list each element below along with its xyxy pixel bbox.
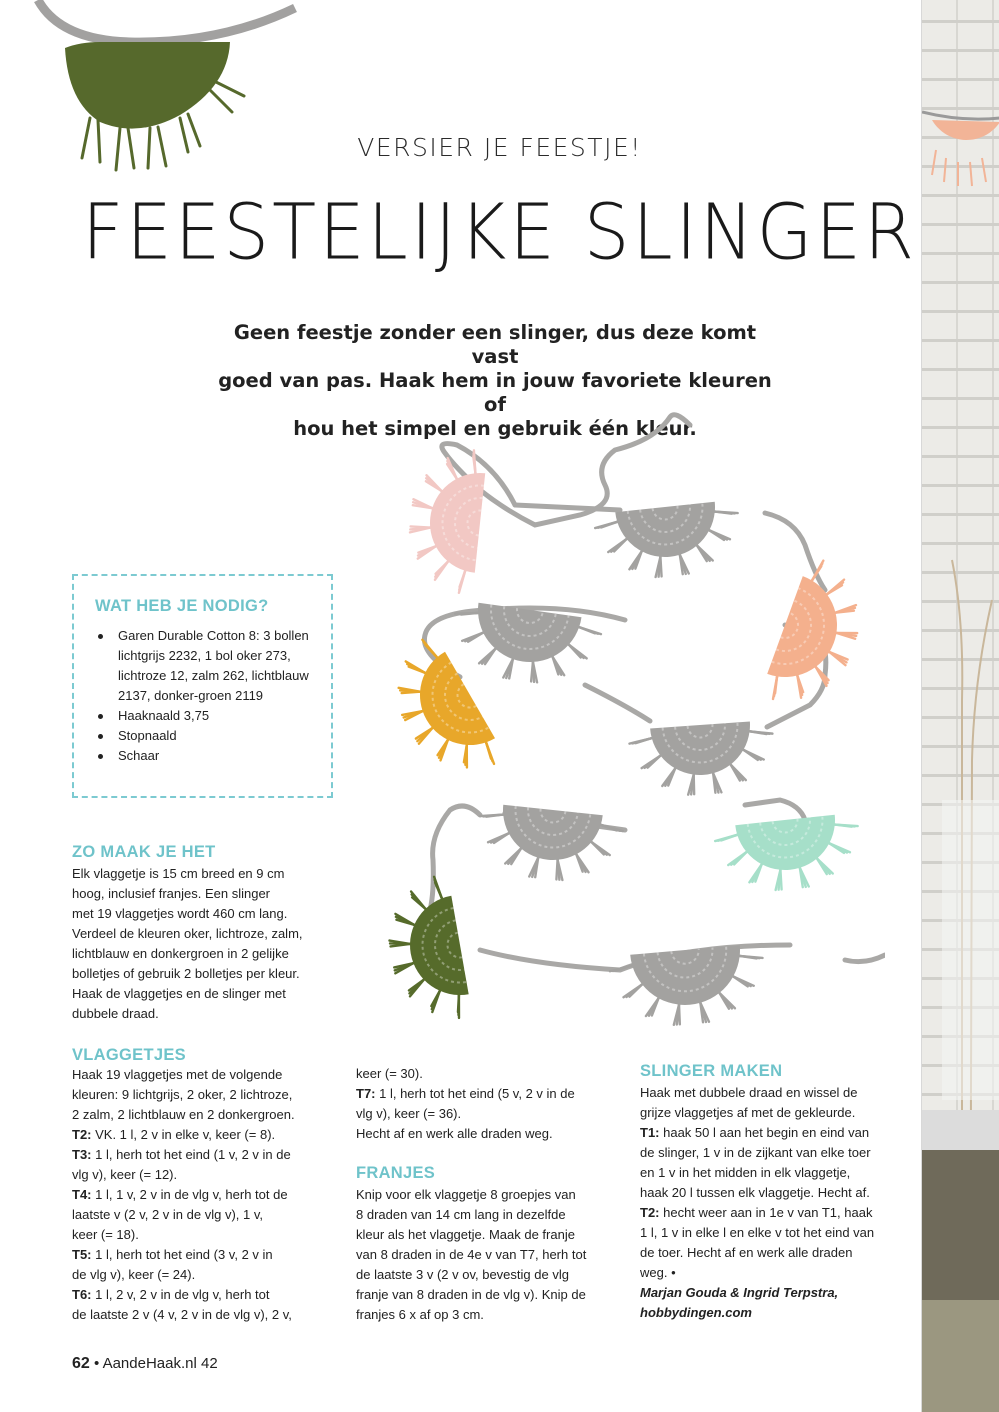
instructions-column-2 bbox=[356, 1064, 621, 1325]
list-item: Stopnaald bbox=[98, 726, 326, 746]
text-line bbox=[72, 1065, 347, 1085]
round-label: T2: bbox=[72, 1127, 92, 1142]
text-line: franje van 8 draden in de vlg v). Knip de bbox=[356, 1287, 586, 1302]
green-flag-photo bbox=[20, 0, 310, 200]
line-text: kleuren: 9 lichtgrijs, 2 oker, 2 lichtroze, bbox=[72, 1087, 293, 1102]
line-text: Haak met dubbele draad en wissel de bbox=[640, 1085, 858, 1100]
text-line: de laatste 3 v (2 v ov, bevestig de vlg bbox=[356, 1267, 569, 1282]
text-line bbox=[356, 1124, 621, 1144]
materials-box bbox=[72, 574, 333, 798]
intro-line: Geen feestje zonder een slinger, dus deze komt vast bbox=[233, 321, 757, 368]
text-line: kleur als het vlaggetje. Maak de franje bbox=[356, 1227, 575, 1242]
text-line bbox=[640, 1183, 912, 1203]
round-label: T6: bbox=[72, 1287, 92, 1302]
line-text: vlg v), keer (= 36). bbox=[356, 1106, 462, 1121]
round-label: T1: bbox=[640, 1125, 660, 1140]
intro-line: goed van pas. Haak hem in jouw favoriete kleuren of bbox=[218, 369, 772, 416]
credit-authors: Marjan Gouda & Ingrid Terpstra, bbox=[640, 1285, 839, 1300]
line-text: VK. 1 l, 2 v in elke v, keer (= 8). bbox=[91, 1127, 276, 1142]
text-line: Elk vlaggetje is 15 cm breed en 9 cm bbox=[72, 866, 285, 881]
footer-separator: • bbox=[93, 1355, 100, 1372]
line-text: 1 l, 2 v, 2 v in de vlg v, herh tot bbox=[91, 1287, 270, 1302]
text-line: met 19 vlaggetjes wordt 460 cm lang. bbox=[72, 906, 288, 921]
line-text: 1 l, herh tot het eind (1 v, 2 v in de bbox=[91, 1147, 291, 1162]
text-line bbox=[640, 1143, 912, 1163]
instructions-column-3 bbox=[640, 1061, 912, 1323]
text-line bbox=[356, 1104, 621, 1124]
line-text: grijze vlaggetjes af met de gekleurde. bbox=[640, 1105, 856, 1120]
text-line bbox=[72, 1205, 347, 1225]
line-text: 1 l, herh tot het eind (3 v, 2 v in bbox=[91, 1247, 273, 1262]
line-text: vlg v), keer (= 12). bbox=[72, 1167, 178, 1182]
text-line: Haak de vlaggetjes en de slinger met bbox=[72, 986, 286, 1001]
crochet-flag bbox=[714, 813, 864, 896]
crochet-flag bbox=[609, 943, 768, 1030]
intro-line: hou het simpel en gebruik één kleur. bbox=[293, 417, 697, 440]
text-line: dubbele draad. bbox=[72, 1006, 159, 1021]
line-text: 1 l, 1 v in elke l en elke v tot het eind van bbox=[640, 1225, 875, 1240]
text-line bbox=[356, 1084, 621, 1104]
line-text: 1 l, herh tot het eind (5 v, 2 v in de bbox=[375, 1086, 575, 1101]
round-label: T2: bbox=[640, 1205, 660, 1220]
franjes-heading: FRANJES bbox=[356, 1164, 436, 1182]
text-line bbox=[72, 1305, 347, 1325]
text-line bbox=[72, 1225, 347, 1245]
text-line bbox=[72, 1085, 347, 1105]
line-text: weg. • bbox=[640, 1265, 676, 1280]
text-line: franjes 6 x af op 3 cm. bbox=[356, 1307, 484, 1322]
line-text: hecht weer aan in 1e v van T1, haak bbox=[659, 1205, 873, 1220]
crochet-flag bbox=[629, 720, 777, 798]
line-text: 1 l, 1 v, 2 v in de vlg v, herh tot de bbox=[91, 1187, 288, 1202]
round-label: T7: bbox=[356, 1086, 376, 1101]
text-line: Verdeel de kleuren oker, lichtroze, zalm, bbox=[72, 926, 303, 941]
line-text: 2 zalm, 2 lichtblauw en 2 donkergroen. bbox=[72, 1107, 295, 1122]
line-text: de toer. Hecht af en werk alle draden bbox=[640, 1245, 853, 1260]
materials-heading: WAT HEB JE NODIG? bbox=[95, 597, 269, 615]
text-line bbox=[640, 1123, 912, 1143]
materials-list bbox=[98, 626, 326, 766]
line-text: Haak 19 vlaggetjes met de volgende bbox=[72, 1067, 283, 1082]
line-text: haak 50 l aan het begin en eind van bbox=[659, 1125, 870, 1140]
line-text: keer (= 18). bbox=[72, 1227, 139, 1242]
instructions-column-1 bbox=[72, 842, 347, 1325]
slinger-heading: SLINGER MAKEN bbox=[640, 1062, 783, 1080]
list-item: Garen Durable Cotton 8: 3 bollen lichtgrijs 2232, 1 bol oker 273, lichtroze 12, zalm 262, lichtblauw 2137, donker-groen 2119 bbox=[98, 626, 326, 706]
text-line bbox=[356, 1064, 621, 1084]
text-line bbox=[72, 1185, 347, 1205]
text-line bbox=[640, 1163, 912, 1183]
credit-website: hobbydingen.com bbox=[640, 1305, 752, 1320]
crochet-flag bbox=[385, 874, 472, 1027]
page-number: 62 bbox=[72, 1355, 90, 1372]
garland-photo bbox=[385, 405, 885, 1040]
text-line bbox=[72, 1245, 347, 1265]
line-text: Hecht af en werk alle draden weg. bbox=[356, 1126, 553, 1141]
line-text: laatste v (2 v, 2 v in de vlg v), 1 v, bbox=[72, 1207, 263, 1222]
text-line: lichtblauw en donkergroen in 2 gelijke bbox=[72, 946, 289, 961]
text-line bbox=[640, 1203, 912, 1223]
list-item: Schaar bbox=[98, 746, 326, 766]
list-item: Haaknaald 3,75 bbox=[98, 706, 326, 726]
magazine-name: AandeHaak.nl 42 bbox=[102, 1355, 218, 1372]
text-line bbox=[640, 1243, 912, 1263]
text-line: Knip voor elk vlaggetje 8 groepjes van bbox=[356, 1187, 576, 1202]
text-line: van 8 draden in de 4e v van T7, herh tot bbox=[356, 1247, 587, 1262]
round-label: T4: bbox=[72, 1187, 92, 1202]
line-text: haak 20 l tussen elk vlaggetje. Hecht af. bbox=[640, 1185, 870, 1200]
crochet-flag bbox=[475, 803, 625, 886]
round-label: T5: bbox=[72, 1247, 92, 1262]
line-text: de laatste 2 v (4 v, 2 v in de vlg v), 2 v, bbox=[72, 1307, 292, 1322]
text-line bbox=[72, 1105, 347, 1125]
text-line bbox=[640, 1223, 912, 1243]
text-line: hoog, inclusief franjes. Een slinger bbox=[72, 886, 271, 901]
page-title: FEESTELIJKE SLINGER bbox=[82, 187, 917, 277]
text-line bbox=[72, 1125, 347, 1145]
vlaggetjes-heading: VLAGGETJES bbox=[72, 1046, 186, 1064]
text-line bbox=[640, 1103, 912, 1123]
line-text: en 1 v in het midden in elk vlaggetje, bbox=[640, 1165, 851, 1180]
line-text: de vlg v), keer (= 24). bbox=[72, 1267, 196, 1282]
text-line: bolletjes of gebruik 2 bolletjes per kleur. bbox=[72, 966, 300, 981]
text-line bbox=[72, 1165, 347, 1185]
round-label: T3: bbox=[72, 1147, 92, 1162]
line-text: keer (= 30). bbox=[356, 1066, 423, 1081]
text-line bbox=[72, 1145, 347, 1165]
crochet-flag bbox=[404, 445, 487, 595]
text-line bbox=[640, 1083, 912, 1103]
line-text: de slinger, 1 v in de zijkant van elke toer bbox=[640, 1145, 871, 1160]
page-footer bbox=[72, 1355, 218, 1373]
text-line: 8 draden van 14 cm lang in dezelfde bbox=[356, 1207, 566, 1222]
text-line bbox=[72, 1265, 347, 1285]
kicker-heading: VERSIER JE FEESTJE! bbox=[357, 133, 642, 162]
text-line bbox=[640, 1263, 912, 1283]
text-line bbox=[72, 1285, 347, 1305]
how-to-heading: ZO MAAK JE HET bbox=[72, 843, 216, 861]
